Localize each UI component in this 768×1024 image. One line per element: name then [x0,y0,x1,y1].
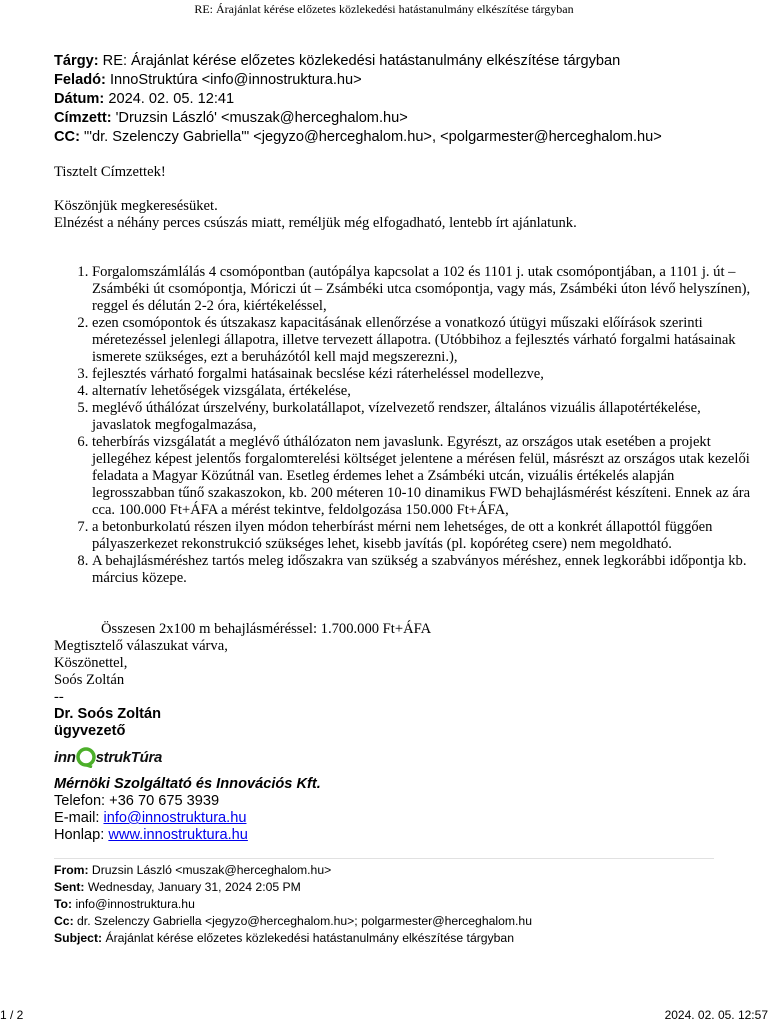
fwd-from-row [54,862,754,879]
greeting: Tisztelt Címzettek! [54,164,166,180]
logo-o-icon [76,746,96,768]
total-price: Összesen 2x100 m behajlásméréssel: 1.700.000 Ft+ÁFA [101,621,432,637]
fwd-sent-value: Wednesday, January 31, 2024 2:05 PM [87,880,301,894]
subject-row [54,52,754,71]
list-item: 5. meglévő úthálózat úrszelvény, burkolatállapot, vízelvezető rendszer, általános vizuális állapotértékelése, javaslatok megfogalmazása, [92,400,752,434]
cc-value: "'dr. Szelenczy Gabriella'" <jegyzo@herceghalom.hu>, <polgarmester@herceghalom.hu> [84,129,662,145]
fwd-from-label: From: [54,863,89,877]
to-label: Címzett: [54,110,112,126]
print-header-title: RE: Árajánlat kérése előzetes közlekedési hatástanulmány elkészítése tárgyban [194,2,574,16]
fwd-cc-value: dr. Szelenczy Gabriella <jegyzo@herceghalom.hu>; polgarmester@herceghalom.hu [77,914,532,928]
subject-value: RE: Árajánlat kérése előzetes közlekedési hatástanulmány elkészítése tárgyban [102,53,621,69]
closing-line-2: Köszönettel, [54,655,128,671]
offer-items-list [54,264,752,587]
list-item: 6. teherbírás vizsgálatát a meglévő úthálózaton nem javaslunk. Egyrészt, az országos utak esetében a projekt jellegéhez képest jelentős forgalomterelési költséget jelentene a mérésen felül, másrészt az országos utak kezelői feladata a Magyar Közútnál van. Esetleg érdemes lehet a Zsámbéki utcán, vizuális értékelés alapján legrosszabban tűnő szakaszokon, kb. 200 méteren 10-10 dinamikus FWD behajlásmérést készíteni. Ennek az ára cca. 100.000 Ft+ÁFA a mérést tekintve, feldolgozása 150.000 Ft+ÁFA, [92,434,752,519]
from-label: Feladó: [54,72,106,88]
cc-label: CC: [54,129,80,145]
list-item: 4. alternatív lehetőségek vizsgálata, értékelése, [92,383,752,400]
closing-line-3: Soós Zoltán [54,672,125,688]
list-item: 2. ezen csomópontok és útszakasz kapacitásának ellenőrzése a vonatkozó útügyi műszaki előírások szerinti méretezéssel jelenlegi állapotra, illetve tervezett állapotra. (Utóbbihoz a fejlesztés várható forgalmi hatásainak ismerete szükséges, ezt a beruházótól kell majd megszerezni.), [92,315,752,366]
fwd-to-label: To: [54,897,73,911]
fwd-cc-label: Cc: [54,914,74,928]
fwd-sent-label: Sent: [54,880,85,894]
website-row [54,827,554,844]
email-link[interactable]: info@innostruktura.hu [103,810,247,826]
fwd-to-row [54,896,754,913]
email-header [54,52,754,147]
thanks-paragraph [54,198,754,232]
list-item: 3. fejlesztés várható forgalmi hatásainak becslése kézi ráterheléssel modellezve, [92,366,752,383]
company-logo [54,742,554,772]
closing-block [54,638,228,706]
print-timestamp: 2024. 02. 05. 12:57 [664,1008,768,1022]
to-value: 'Druzsin László' <muszak@herceghalom.hu> [115,110,408,126]
signature-role: ügyvezető [54,723,126,739]
fwd-sent-row [54,879,754,896]
from-value: InnoStruktúra <info@innostruktura.hu> [109,72,362,88]
fwd-subject-label: Subject: [54,931,103,945]
email-label: E-mail: [54,810,104,826]
phone: Telefon: +36 70 675 3939 [54,793,220,809]
signature-block [54,706,554,844]
list-item: 8. A behajlásméréshez tartós meleg időszakra van szükség a szabványos méréshez, ennek legkorábbi időpontja kb. március közepe. [92,553,752,587]
logo-text-right: strukTúra [95,748,163,766]
to-row [54,109,754,128]
thanks-line-1: Köszönjük megkeresésüket. [54,198,218,214]
subject-label: Tárgy: [54,53,99,69]
email-row [54,810,554,827]
from-row [54,71,754,90]
fwd-subject-row [54,930,754,947]
forwarded-header [54,862,754,947]
fwd-to-value: info@innostruktura.hu [75,897,195,911]
signature-name: Dr. Soós Zoltán [54,706,162,722]
website-label: Honlap: [54,827,109,843]
thanks-line-2: Elnézést a néhány perces csúszás miatt, reméljük még elfogadható, lentebb írt ajánlatunk. [54,215,577,231]
date-value: 2024. 02. 05. 12:41 [108,91,235,107]
company-name: Mérnöki Szolgáltató és Innovációs Kft. [54,776,321,792]
logo-text-left: inn [54,748,76,766]
page-number: 1 / 2 [0,1008,24,1022]
divider [54,858,714,859]
list-item: 7. a betonburkolatú részen ilyen módon teherbírást mérni nem lehetséges, de ott a konkrét állapottól függően pályaszerkezet rekonstrukció szükséges lehet, kisebb javítás (pl. kopóréteg csere) nem megoldható. [92,519,752,553]
signature-separator: -- [54,689,64,705]
fwd-subject-value: Árajánlat kérése előzetes közlekedési hatástanulmány elkészítése tárgyban [105,931,514,945]
cc-row [54,128,754,147]
list-item: 1. Forgalomszámlálás 4 csomópontban (autópálya kapcsolat a 102 és 1101 j. utak csomópontjában, a 1101 j. út – Zsámbéki út csomópontja, Móriczi út – Zsámbéki utca csomópontja, vagy más, Zsámbéki úton lévő helyszínen), reggel és délután 2-2 óra, kiértékeléssel, [92,264,752,315]
date-label: Dátum: [54,91,105,107]
fwd-from-value: Druzsin László <muszak@herceghalom.hu> [91,863,332,877]
closing-line-1: Megtisztelő válaszukat várva, [54,638,228,654]
date-row [54,90,754,109]
fwd-cc-row [54,913,754,930]
website-link[interactable]: www.innostruktura.hu [108,827,248,843]
